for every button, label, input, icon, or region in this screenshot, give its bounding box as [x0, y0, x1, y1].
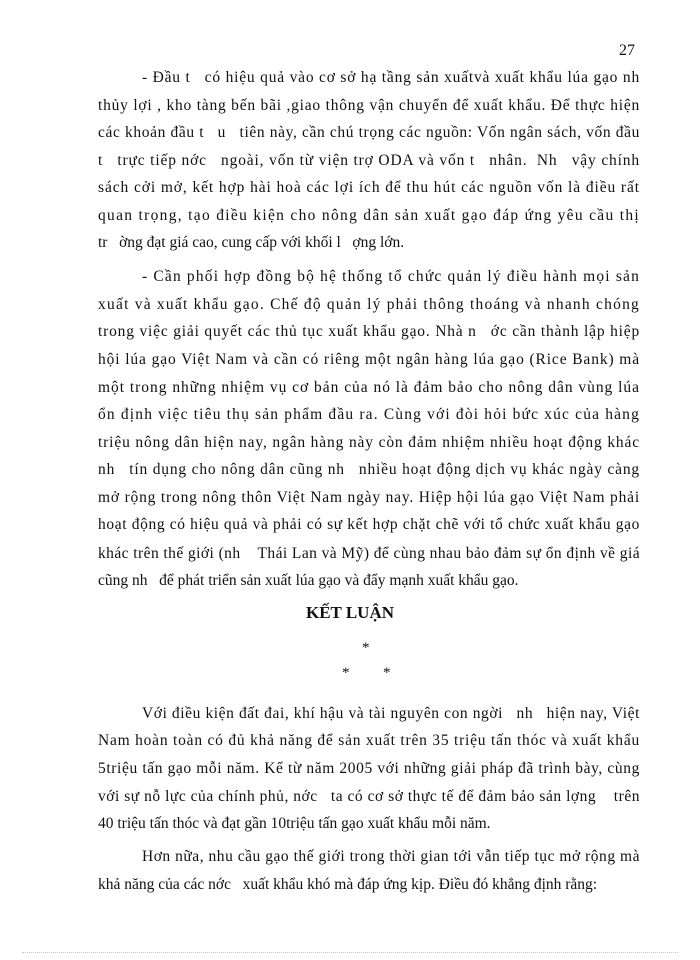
- conclusion-para2-line: khả năng của các nớc xuất khẩu khó mà đáp ứng kịp. Điều đó khẳng định rằng:: [98, 876, 598, 893]
- section2-line: nh tín dụng cho nông dân cũng nh nhiều hoạt động dịch vụ khác ngày càng: [98, 461, 640, 478]
- asterisk-right: *: [383, 665, 391, 681]
- section2-line: ổn định việc tiêu thụ sản phẩm đầu ra. Cùng với đòi hỏi bức xúc của hàng: [98, 406, 641, 423]
- section2-line: hoạt động có hiệu quả và phải có sự kết hợp chặt chẽ với tổ chức xuất khẩu gạo: [98, 516, 641, 533]
- conclusion-para1-line: Nam hoàn toàn có đủ khả năng để sản xuất trên 35 triệu tấn thóc và xuất khẩu: [98, 732, 641, 749]
- section1-line: sách cởi mở, kết hợp hài hoà các lợi ích để thu hút các nguồn vốn là điều rất: [98, 179, 640, 196]
- conclusion-para1-line: Với điều kiện đất đai, khí hậu và tài nguyên con ngời nh hiện nay, Việt: [142, 705, 641, 722]
- section1-line: thủy lợi , kho tàng bến bãi ,giao thông vận chuyển để xuất khẩu. Để thực hiện: [98, 97, 641, 114]
- section1-line: tr ờng đạt giá cao, cung cấp với khối l ợng lớn.: [98, 234, 405, 251]
- conclusion-para1-line: 5triệu tấn gạo mỗi năm. Kể từ năm 2005 với những giải pháp đã trình bày, cùng: [98, 760, 640, 777]
- section1-line: các khoản đầu t u tiên này, cần chú trọng các nguồn: Vốn ngân sách, vốn đầu: [98, 124, 641, 141]
- section2-line: hội lúa gạo Việt Nam và cần có riêng một ngân hàng lúa gạo (Rice Bank) mà: [98, 351, 640, 368]
- page-number: 27: [619, 42, 635, 59]
- conclusion-para1-line: 40 triệu tấn thóc và đạt gần 10triệu tấn gạo xuất khẩu mỗi năm.: [98, 815, 491, 832]
- conclusion-para1-line: với sự nỗ lực của chính phủ, nớc ta có cơ sở thực tế để đảm bảo sản lợng trên: [98, 788, 641, 805]
- asterisk-left: *: [342, 665, 350, 681]
- section2-line: một trong những nhiệm vụ cơ bản của nó là đảm bảo cho nông dân vùng lúa: [98, 379, 640, 396]
- section1-line: t trực tiếp nớc ngoài, vốn từ viện trợ ODA và vốn t nhân. Nh vậy chính: [98, 152, 640, 169]
- section1-line: - Đầu t có hiệu quả vào cơ sở hạ tầng sản xuấtvà xuất khẩu lúa gạo nh: [142, 69, 641, 86]
- section2-line: - Cần phối hợp đồng bộ hệ thống tổ chức quản lý điều hành mọi sản: [142, 268, 641, 285]
- asterisk-top: *: [362, 640, 370, 656]
- footer-rule: [22, 952, 678, 953]
- conclusion-para2-line: Hơn nữa, nhu cầu gạo thế giới trong thời gian tới vẫn tiếp tục mở rộng mà: [142, 848, 640, 865]
- section2-line: xuất và xuất khẩu gạo. Chế độ quản lý phải thông thoáng và nhanh chóng: [98, 296, 641, 313]
- conclusion-title: KẾT LUẬN: [305, 603, 394, 622]
- section2-line: trong việc giải quyết các thủ tục xuất khẩu gạo. Nhà n ớc cần thành lập hiệp: [98, 323, 641, 340]
- section2-line: khác trên thế giới (nh Thái Lan và Mỹ) để cùng nhau bảo đảm sự ổn định về giá: [98, 545, 641, 562]
- section2-line: triệu nông dân hiện nay, ngân hàng này còn đảm nhiệm nhiều hoạt động khác: [98, 434, 641, 451]
- section2-line: mở rộng trong nông thôn Việt Nam ngày nay. Hiệp hội lúa gạo Việt Nam phải: [98, 489, 641, 506]
- section1-line: quan trọng, tạo điều kiện cho nông dân sản xuất gạo đáp ứng yêu cầu thị: [98, 207, 641, 224]
- section2-line: cũng nh để phát triển sản xuất lúa gạo và đẩy mạnh xuất khẩu gạo.: [98, 572, 519, 589]
